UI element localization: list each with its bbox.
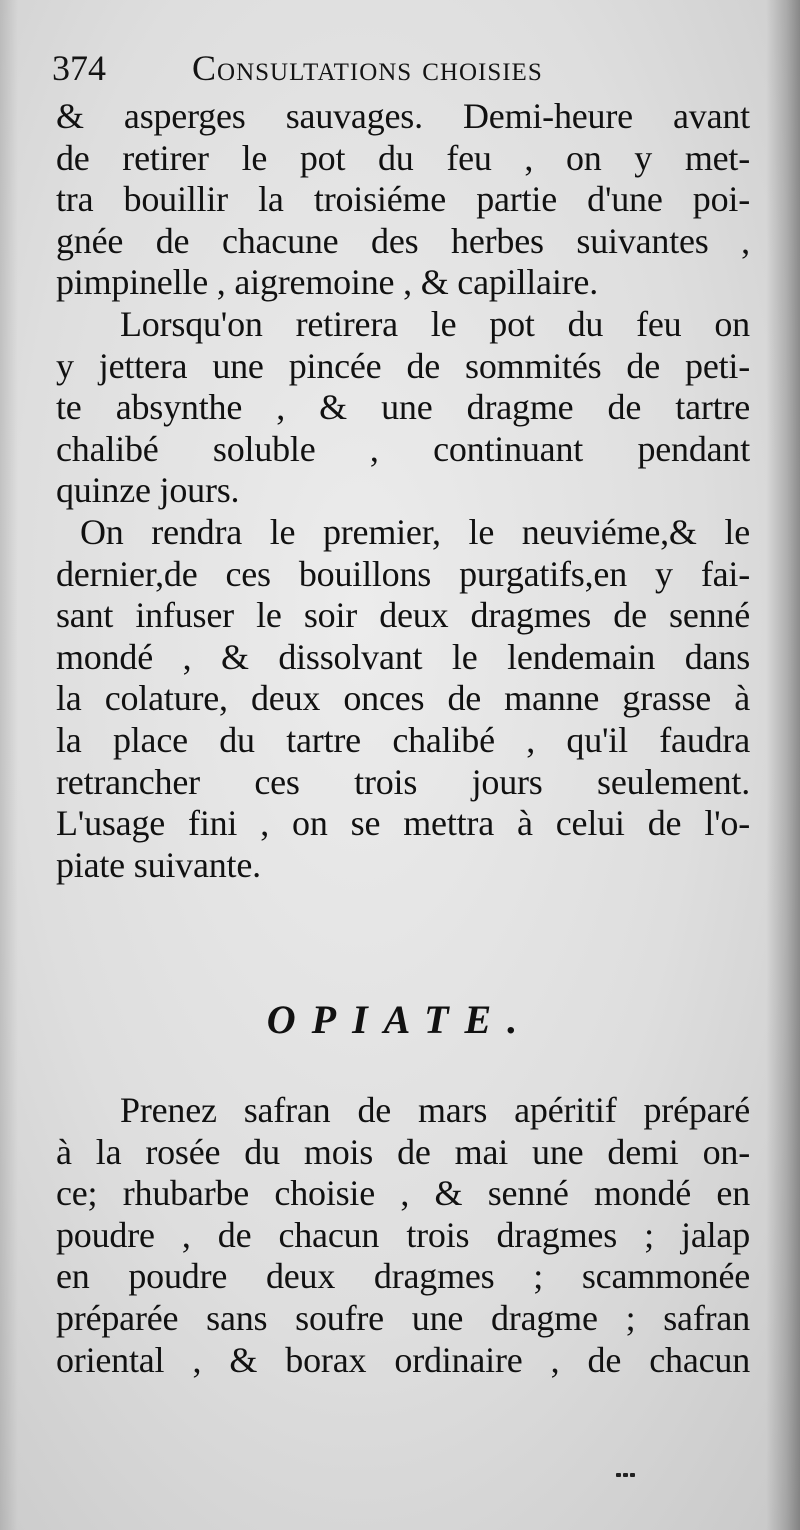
signature-mark	[616, 1462, 640, 1470]
page-number: 374	[52, 48, 106, 88]
page-edge-shadow	[766, 0, 800, 1530]
running-head: Consultations choisies	[192, 48, 543, 88]
text-line: Prenez safran de mars apéritif préparé	[120, 1090, 750, 1130]
main-text	[56, 96, 750, 886]
text-line: gnée de chacune des herbes suivantes ,	[56, 220, 750, 261]
text-line: mondé , & dissolvant le lendemain dans	[56, 636, 750, 677]
text-line: poudre , de chacun trois dragmes ; jalap	[56, 1214, 750, 1255]
text-line: tra bouillir la troisiéme partie d'une poi-	[56, 179, 750, 220]
text-line: la place du tartre chalibé , qu'il faudra	[56, 719, 750, 760]
text-line: oriental , & borax ordinaire , de chacun	[56, 1339, 750, 1380]
text-line: à la rosée du mois de mai une demi on-	[56, 1131, 750, 1172]
text-line: y jettera une pincée de sommités de peti-	[56, 345, 750, 386]
text-line: L'usage fini , on se mettra à celui de l'o-	[56, 803, 750, 844]
page-header	[52, 40, 742, 96]
text-line: te absynthe , & une dragme de tartre	[56, 387, 750, 428]
text-line: dernier,de ces bouillons purgatifs,en y fai-	[56, 553, 750, 594]
text-line: de retirer le pot du feu , on y met-	[56, 137, 750, 178]
text-line: retrancher ces trois jours seulement.	[56, 761, 750, 802]
recipe-text	[56, 1090, 750, 1381]
page-gutter-shadow	[0, 0, 18, 1530]
text-line: sant infuser le soir deux dragmes de senné	[56, 595, 750, 636]
text-line: On rendra le premier, le neuviéme,& le	[80, 511, 750, 552]
text-line: préparée sans soufre une dragme ; safran	[56, 1297, 750, 1338]
text-line: en poudre deux dragmes ; scammonée	[56, 1256, 750, 1297]
text-line: pimpinelle , aigremoine , & capillaire.	[56, 262, 599, 303]
section-title: OPIATE.	[266, 997, 534, 1042]
text-line: ce; rhubarbe choisie , & senné mondé en	[56, 1173, 750, 1214]
text-line: chalibé soluble , continuant pendant	[56, 428, 750, 469]
text-line: piate suivante.	[56, 844, 261, 885]
text-line: & asperges sauvages. Demi-heure avant	[56, 96, 750, 136]
text-line: quinze jours.	[56, 470, 240, 511]
text-line: la colature, deux onces de manne grasse à	[56, 678, 750, 719]
text-line: Lorsqu'on retirera le pot du feu on	[120, 303, 750, 344]
